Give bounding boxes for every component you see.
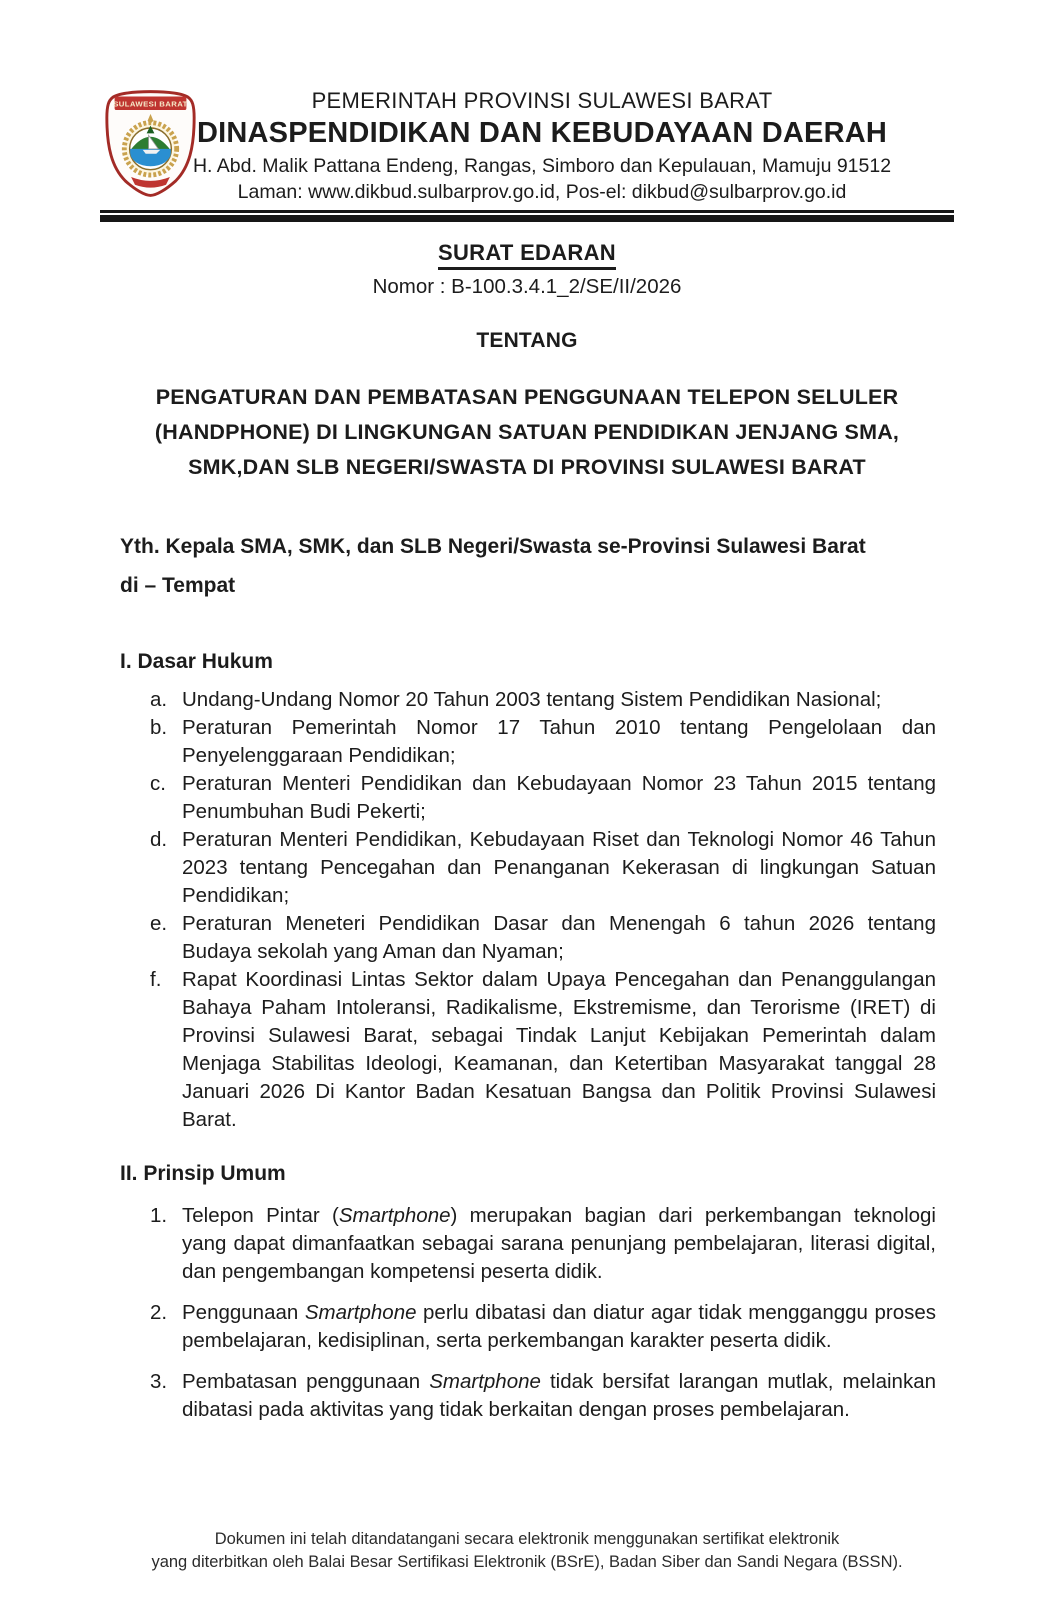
list-item-marker: c. — [150, 772, 166, 795]
list-item — [150, 1299, 936, 1355]
list-item-text: Rapat Koordinasi Lintas Sektor dalam Upaya Pencegahan dan Penanggulangan Bahaya Paham Intoleransi, Radikalisme, Ekstremisme, dan Terorisme (IRET) di Provinsi Sulawesi Barat, sebagai Tindak Lanjut Kebijakan Pemerintah dalam Menjaga Stabilitas Ideologi, Keamanan, dan Ketertiban Masyarakat tanggal 28 Januari 2026 Di Kantor Badan Kesatuan Bangsa dan Politik Provinsi Sulawesi Barat. — [182, 968, 936, 1131]
letterhead-divider — [100, 210, 954, 222]
document-subject — [0, 380, 1054, 485]
list-item-text: Telepon Pintar (Smartphone) merupakan bagian dari perkembangan teknologi yang dapat dimanfaatkan sebagai sarana penunjang pembelajaran, literasi digital, dan pengembangan kompetensi peserta didik. — [182, 1204, 936, 1283]
document-type-title: SURAT EDARAN — [438, 240, 616, 270]
footer-line-2: yang diterbitkan oleh Balai Besar Sertifikasi Elektronik (BSrE), Badan Siber dan Sandi Negara (BSSN). — [151, 1553, 903, 1571]
list-item-marker: f. — [150, 968, 162, 991]
list-item-marker: b. — [150, 716, 168, 739]
letterhead-government-line: PEMERINTAH PROVINSI SULAWESI BARAT — [311, 88, 773, 113]
letterhead-department-line: DINASPENDIDIKAN DAN KEBUDAYAAN DAERAH — [196, 117, 888, 149]
list-item — [150, 910, 936, 966]
subject-line: PENGATURAN DAN PEMBATASAN PENGGUNAAN TELEPON SELULER — [155, 385, 899, 409]
letterhead — [100, 88, 954, 206]
section-2 — [120, 1160, 936, 1424]
svg-text:SULAWESI BARAT: SULAWESI BARAT — [113, 99, 188, 109]
letterhead-address-line: H. Abd. Malik Pattana Endeng, Rangas, Simboro dan Kepulauan, Mamuju 91512 — [192, 155, 892, 177]
list-item-text: Pembatasan penggunaan Smartphone tidak bersifat larangan mutlak, melainkan dibatasi pada aktivitas yang tidak berkaitan dengan proses pembelajaran. — [182, 1370, 936, 1421]
list-item — [150, 1368, 936, 1424]
list-item-marker: a. — [150, 688, 168, 711]
section-heading: I. Dasar Hukum — [120, 650, 273, 673]
list-item-text: Peraturan Pemerintah Nomor 17 Tahun 2010 tentang Pengelolaan dan Penyelenggaraan Pendidikan; — [182, 716, 936, 767]
addressee-line: Yth. Kepala SMA, SMK, dan SLB Negeri/Swasta se-Provinsi Sulawesi Barat — [120, 535, 866, 558]
list-item-marker: 1. — [150, 1204, 168, 1227]
addressee-place-line: di – Tempat — [120, 574, 236, 597]
divider-thick-line — [100, 215, 954, 222]
section-1 — [120, 648, 936, 1134]
letterhead-contact-line: Laman: www.dikbud.sulbarprov.go.id, Pos-el: dikbud@sulbarprov.go.id — [237, 181, 847, 203]
letterhead-text — [100, 88, 954, 204]
footer-line-1: Dokumen ini telah ditandatangani secara elektronik menggunakan sertifikat elektronik — [214, 1530, 840, 1548]
list-item-text: Peraturan Meneteri Pendidikan Dasar dan Menengah 6 tahun 2026 tentang Budaya sekolah yang Aman dan Nyaman; — [182, 912, 936, 963]
list-item — [150, 826, 936, 910]
list-item-text: Peraturan Menteri Pendidikan dan Kebudayaan Nomor 23 Tahun 2015 tentang Penumbuhan Budi Pekerti; — [182, 772, 936, 823]
document-number: Nomor : B-100.3.4.1_2/SE/II/2026 — [372, 275, 682, 298]
list-item-text: Undang-Undang Nomor 20 Tahun 2003 tentang Sistem Pendidikan Nasional; — [182, 688, 882, 711]
list-item-marker: 2. — [150, 1301, 168, 1324]
section-heading: II. Prinsip Umum — [120, 1162, 286, 1185]
title-block — [0, 240, 1054, 485]
about-label: TENTANG — [476, 329, 578, 352]
list-item — [150, 1202, 936, 1286]
list-item-marker: e. — [150, 912, 168, 935]
list-item — [150, 770, 936, 826]
list-item — [150, 966, 936, 1134]
divider-thin-line — [100, 210, 954, 213]
list-item — [150, 714, 936, 770]
electronic-signature-notice — [0, 1528, 1054, 1574]
list-item-text: Penggunaan Smartphone perlu dibatasi dan diatur agar tidak mengganggu proses pembelajaran, kedisiplinan, serta perkembangan karakter peserta didik. — [182, 1301, 936, 1352]
addressee-block — [120, 535, 936, 598]
list-item-text: Peraturan Menteri Pendidikan, Kebudayaan Riset dan Teknologi Nomor 46 Tahun 2023 tentang Pencegahan dan Penanganan Kekerasan di lingkungan Satuan Pendidikan; — [182, 828, 936, 907]
subject-line: SMK,DAN SLB NEGERI/SWASTA DI PROVINSI SULAWESI BARAT — [188, 455, 866, 479]
section-list — [120, 1202, 936, 1424]
list-item-marker: 3. — [150, 1370, 168, 1393]
section-list — [120, 686, 936, 1134]
document-body — [120, 648, 936, 1424]
list-item — [150, 686, 936, 714]
list-item-marker: d. — [150, 828, 168, 851]
subject-line: (HANDPHONE) DI LINGKUNGAN SATUAN PENDIDIKAN JENJANG SMA, — [154, 420, 900, 444]
